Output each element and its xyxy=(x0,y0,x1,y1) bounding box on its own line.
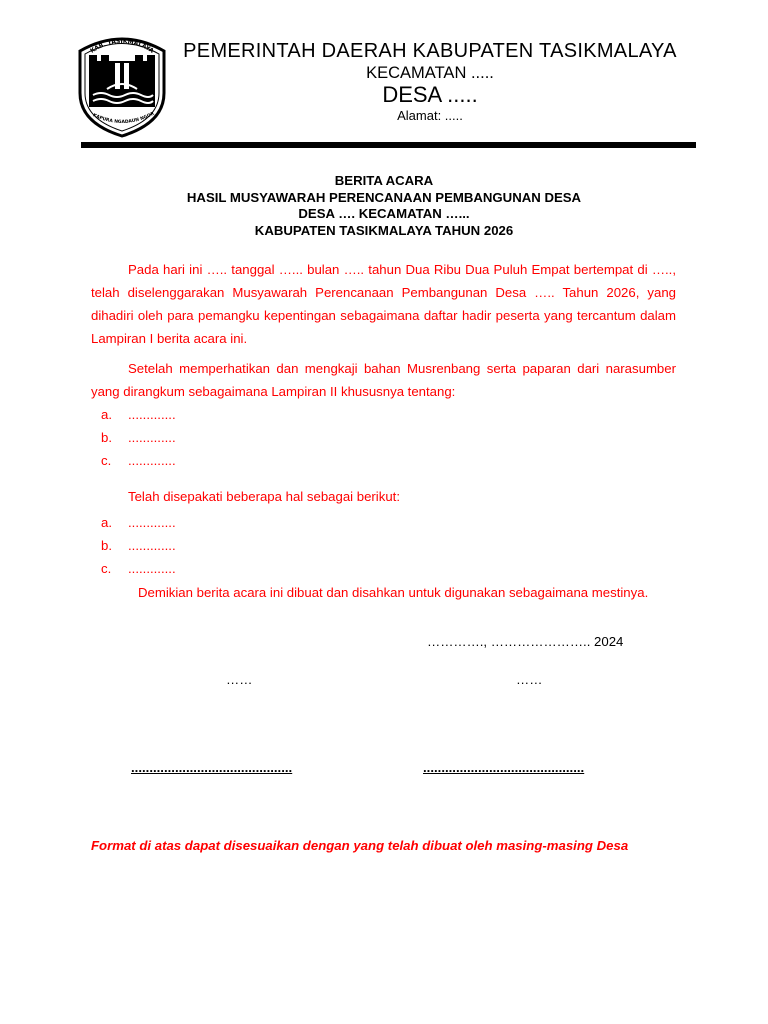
list-text: ............. xyxy=(128,430,176,445)
agreement-paragraph: Telah disepakati beberapa hal sebagai berikut: xyxy=(128,489,400,504)
document-title xyxy=(90,173,678,239)
list-text: ............. xyxy=(128,515,176,530)
title-line-4: KABUPATEN TASIKMALAYA TAHUN 2026 xyxy=(254,222,514,238)
list-item xyxy=(0,557,768,580)
list-letter: a. xyxy=(101,407,112,422)
letterhead-divider xyxy=(81,142,696,148)
list-text: ............. xyxy=(128,538,176,553)
list-text: ............. xyxy=(128,453,176,468)
list-item xyxy=(0,426,768,449)
logo-top-text: KAB. TASIKMALAYA xyxy=(89,37,155,55)
title-line-1: BERITA ACARA xyxy=(334,173,434,188)
regency-crest-logo xyxy=(77,33,167,138)
title-line-2: HASIL MUSYAWARAH PERENCANAAN PEMBANGUNAN DESA xyxy=(186,189,582,205)
letterhead-district: KECAMATAN ..... xyxy=(366,64,494,82)
letterhead-government: PEMERINTAH DAERAH KABUPATEN TASIKMALAYA xyxy=(183,40,677,62)
closing-paragraph: Demikian berita acara ini dibuat dan disahkan untuk digunakan sebagaimana mestinya. xyxy=(138,585,649,600)
list-text: ............. xyxy=(128,407,176,422)
place-date-line: …………., ………………….. 2024 xyxy=(427,634,624,649)
list-text: ............. xyxy=(128,561,176,576)
list-item xyxy=(0,403,768,426)
list-letter: c. xyxy=(101,561,112,576)
list-letter: c. xyxy=(101,453,112,468)
left-signatory-title: …… xyxy=(226,672,253,687)
letterhead-address: Alamat: ..... xyxy=(397,108,463,123)
right-signatory-name: ............................................ xyxy=(423,760,585,775)
letterhead-village: DESA ..... xyxy=(382,82,478,107)
review-paragraph: Setelah memperhatikan dan mengkaji bahan Musrenbang serta paparan dari narasumber yang dirangkum sebagaimana Lampiran II khususnya tentang: xyxy=(91,361,676,399)
list-item xyxy=(0,534,768,557)
title-line-3: DESA …. KECAMATAN …... xyxy=(298,206,470,221)
logo-bottom-text: KAPURA NGADAUN NGOR xyxy=(91,111,156,126)
opening-paragraph: Pada hari ini ….. tanggal …... bulan ….. tahun Dua Ribu Dua Puluh Empat bertempat di ….., telah diselenggarakan Musyawarah Perencanaan Pembangunan Desa ….. Tahun 2026, yang dihadiri oleh para pemangku kepentingan sebagaimana daftar hadir peserta yang tercantum dalam Lampiran I berita acara ini. xyxy=(91,262,676,346)
left-signatory-name: ............................................ xyxy=(131,760,293,775)
list-item xyxy=(0,511,768,534)
list-letter: a. xyxy=(101,515,112,530)
list-letter: b. xyxy=(101,538,112,553)
list-item xyxy=(0,449,768,472)
list-letter: b. xyxy=(101,430,112,445)
format-note: Format di atas dapat disesuaikan dengan yang telah dibuat oleh masing-masing Desa xyxy=(91,838,629,853)
right-signatory-title: …… xyxy=(516,672,543,687)
